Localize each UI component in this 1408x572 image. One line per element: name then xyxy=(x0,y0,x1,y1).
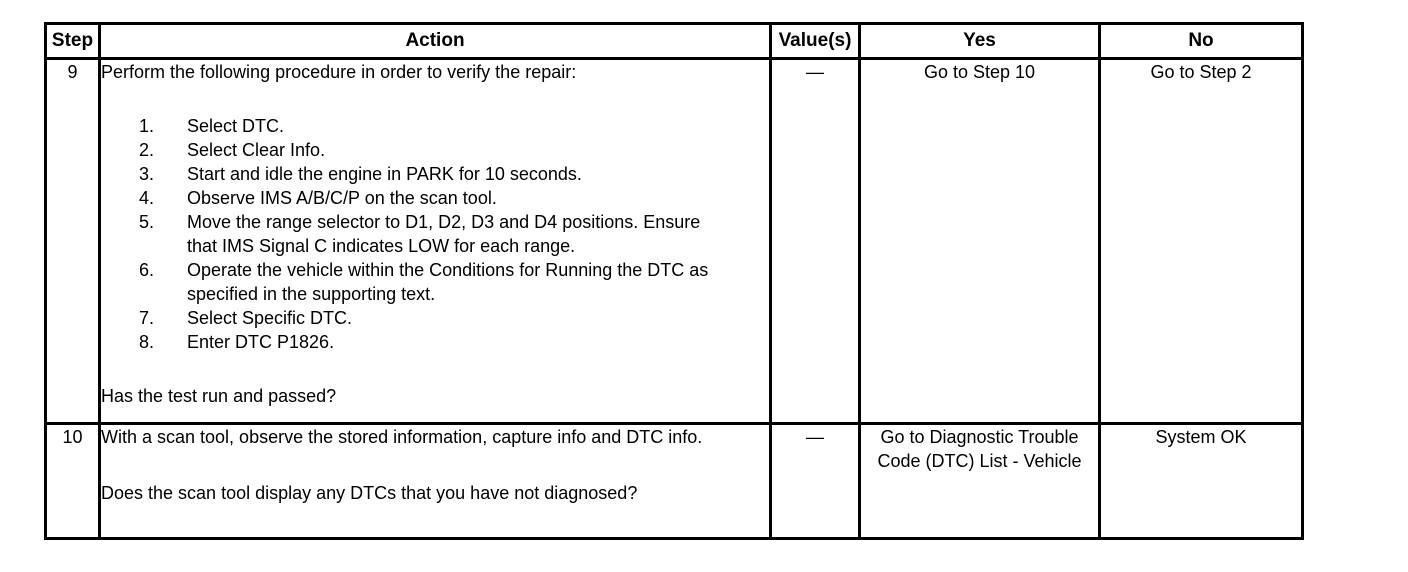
item-number: 3. xyxy=(139,164,155,184)
item-number: 7. xyxy=(139,308,155,328)
action-question: Has the test run and passed? xyxy=(101,386,337,406)
item-text: Move the range selector to D1, D2, D3 and D4 positions. Ensure that IMS Signal C indicates LOW for each range. xyxy=(187,212,701,256)
step-number: 10 xyxy=(46,424,100,539)
item-text: Select Clear Info. xyxy=(187,140,326,160)
item-number: 1. xyxy=(139,116,155,136)
item-text: Start and idle the engine in PARK for 10 seconds. xyxy=(187,164,582,184)
diagnostic-table xyxy=(44,22,1304,540)
header-no: No xyxy=(1100,24,1303,59)
list-item xyxy=(139,306,769,330)
list-item xyxy=(139,114,769,138)
item-text: Observe IMS A/B/C/P on the scan tool. xyxy=(187,188,497,208)
action-question: Does the scan tool display any DTCs that you have not diagnosed? xyxy=(101,483,638,503)
action-cell xyxy=(100,59,771,424)
step-number: 9 xyxy=(46,59,100,424)
header-action: Action xyxy=(100,24,771,59)
list-item xyxy=(139,138,769,162)
list-item xyxy=(139,162,769,186)
list-item xyxy=(139,210,769,258)
value-cell: — xyxy=(771,59,860,424)
spacer xyxy=(101,449,769,481)
item-number: 8. xyxy=(139,332,155,352)
header-yes: Yes xyxy=(860,24,1100,59)
item-number: 4. xyxy=(139,188,155,208)
item-number: 5. xyxy=(139,212,155,232)
header-step: Step xyxy=(46,24,100,59)
item-text: Select Specific DTC. xyxy=(187,308,353,328)
action-intro: With a scan tool, observe the stored information, capture info and DTC info. xyxy=(101,427,703,447)
no-result: System OK xyxy=(1100,424,1303,539)
action-intro: Perform the following procedure in order to verify the repair: xyxy=(101,62,577,82)
value-cell: — xyxy=(771,424,860,539)
no-result: Go to Step 2 xyxy=(1100,59,1303,424)
action-cell xyxy=(100,424,771,539)
item-number: 6. xyxy=(139,260,155,280)
table-row xyxy=(46,59,1303,424)
item-number: 2. xyxy=(139,140,155,160)
list-item xyxy=(139,330,769,354)
list-item xyxy=(139,186,769,210)
header-row xyxy=(46,24,1303,59)
item-text: Operate the vehicle within the Conditions for Running the DTC as specified in the supporting text. xyxy=(187,260,709,304)
yes-result: Go to Diagnostic Trouble Code (DTC) List - Vehicle xyxy=(860,424,1100,539)
table-row xyxy=(46,424,1303,539)
yes-result: Go to Step 10 xyxy=(860,59,1100,424)
item-text: Enter DTC P1826. xyxy=(187,332,335,352)
header-values: Value(s) xyxy=(771,24,860,59)
list-item xyxy=(139,258,769,306)
item-text: Select DTC. xyxy=(187,116,285,136)
procedure-list xyxy=(101,114,769,354)
